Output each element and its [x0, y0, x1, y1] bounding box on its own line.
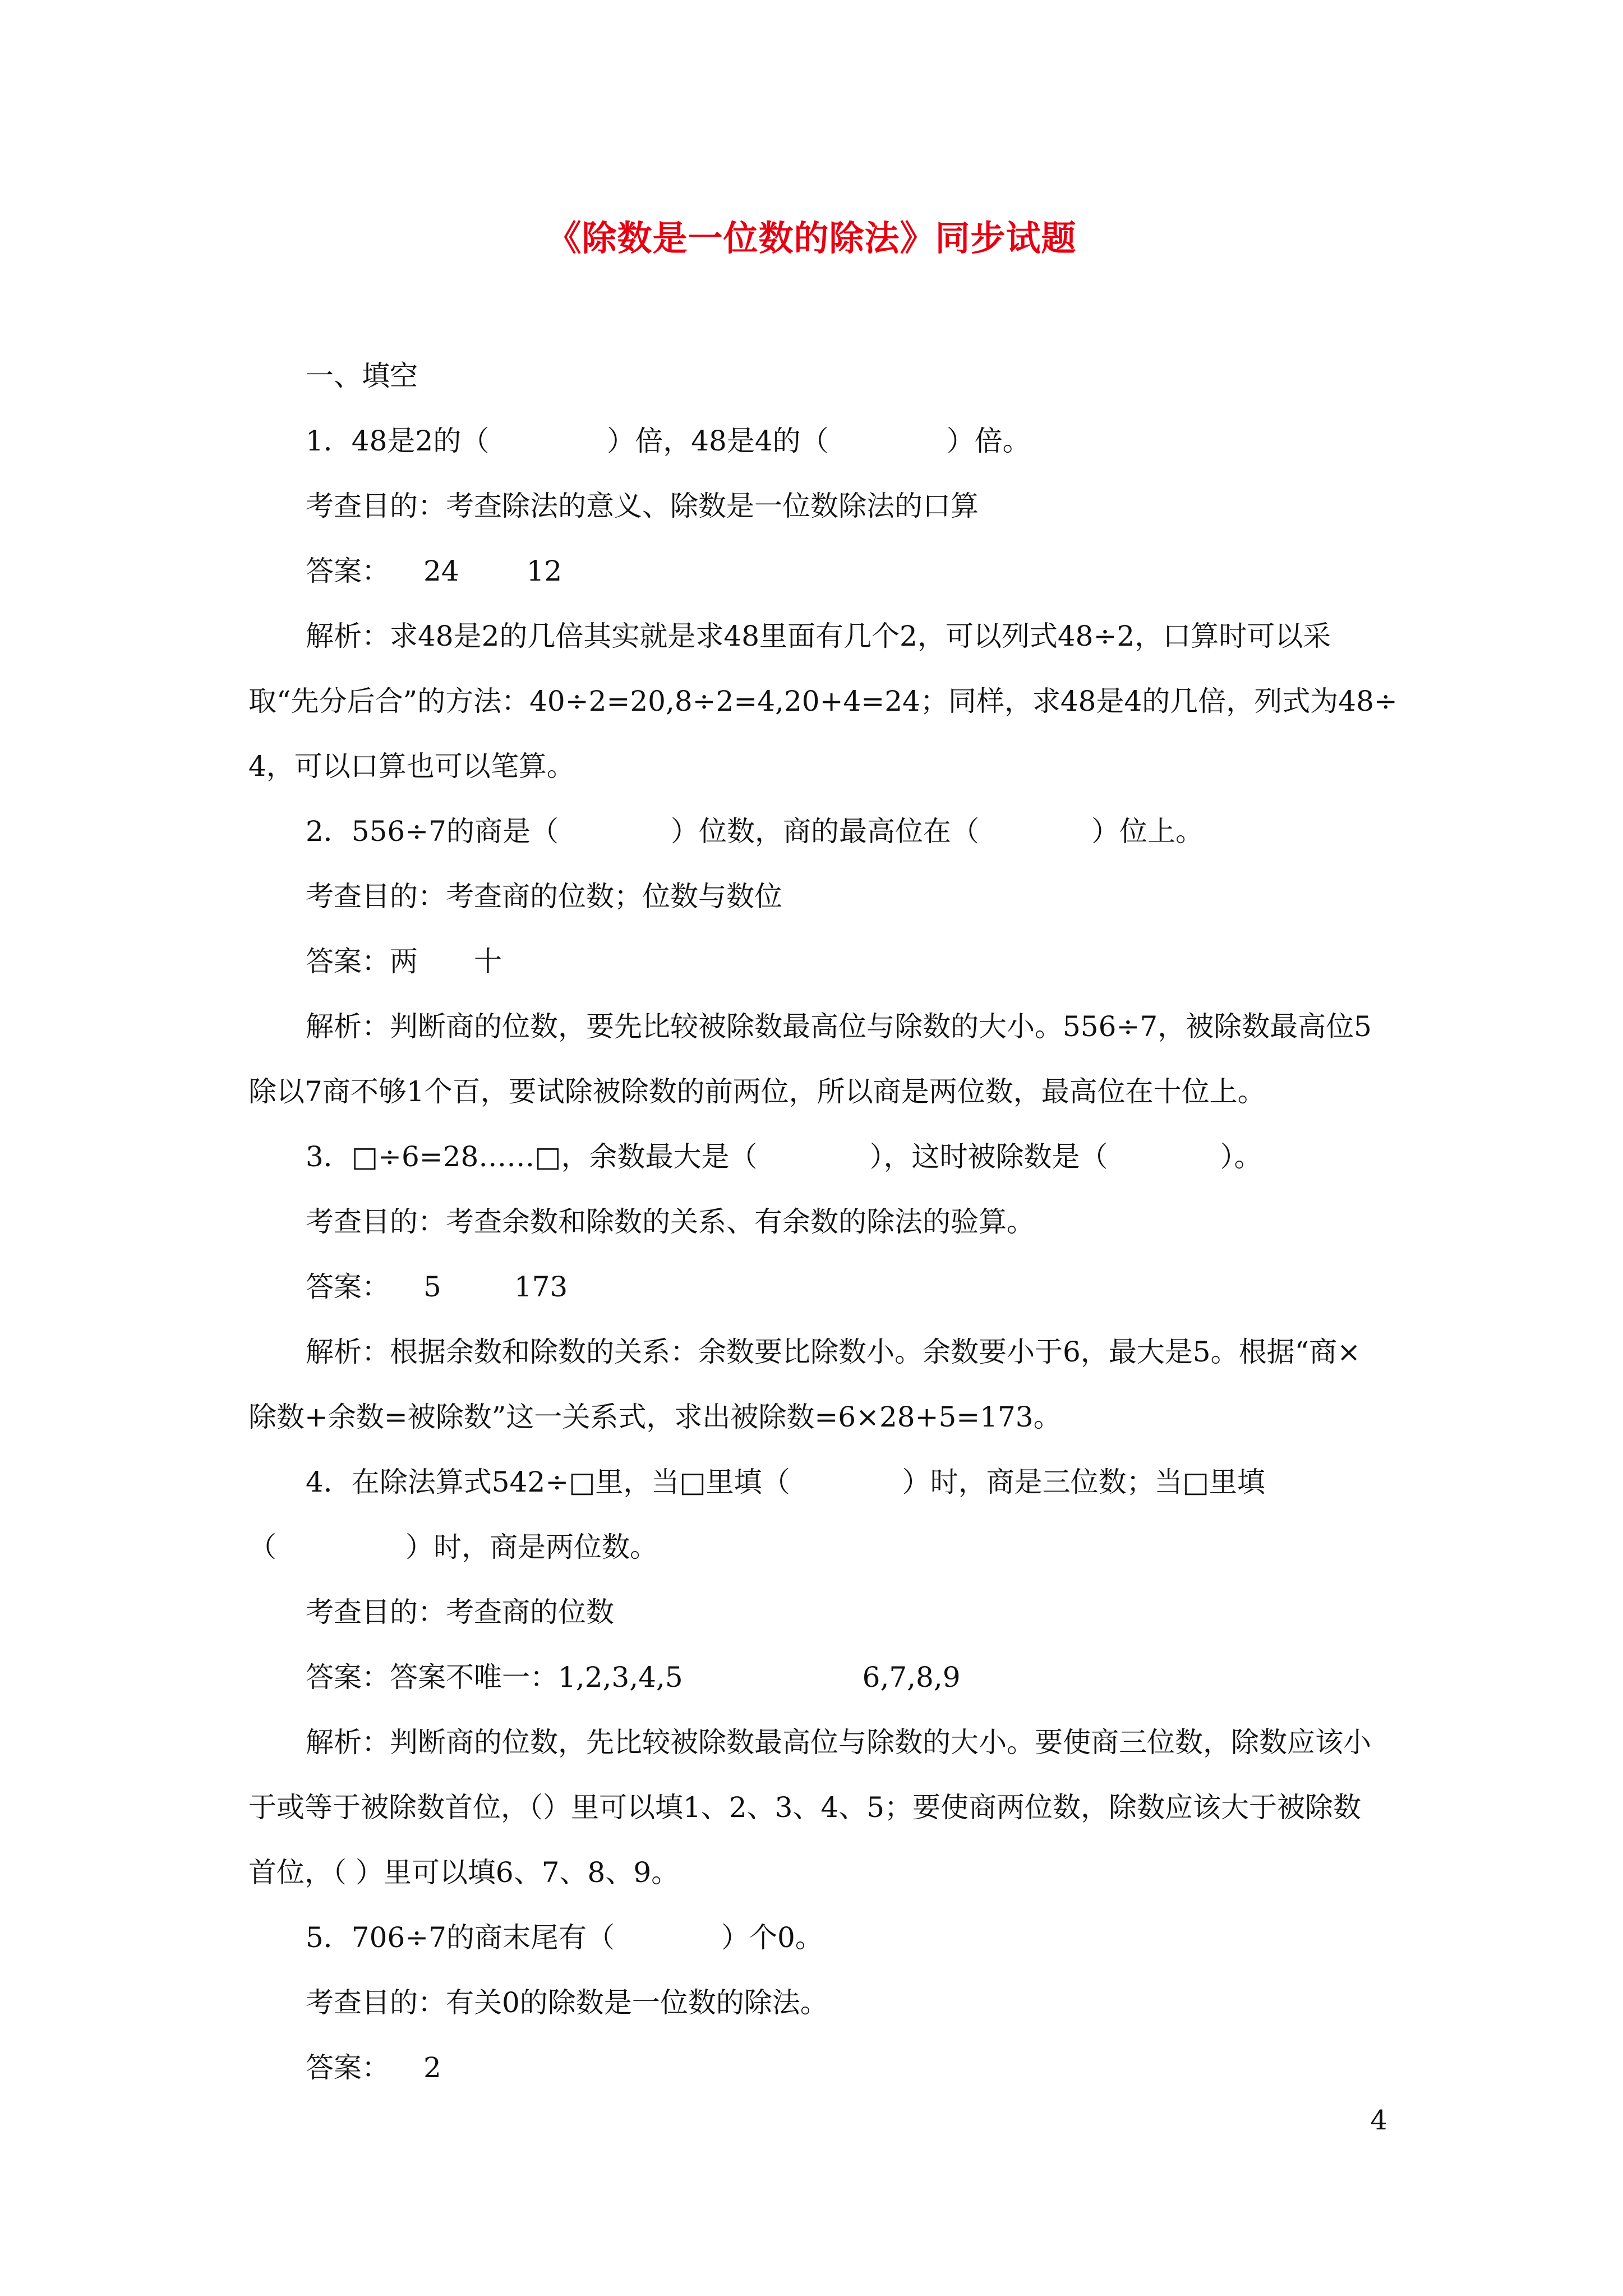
question-3-answer	[306, 1270, 568, 1304]
question-2-part-b: ）位数，商的最高位在（	[670, 815, 979, 848]
question-2-purpose: 考查目的：考查商的位数；位数与数位	[306, 880, 782, 913]
question-4	[306, 1465, 1265, 1499]
answer-label: 答案：	[306, 555, 390, 587]
answer-value: 十	[474, 945, 502, 978]
question-4-analysis-line: 首位，（ ）里可以填6、7、8、9。	[248, 1856, 680, 1889]
question-2-analysis-line: 解析：判断商的位数，要先比较被除数最高位与除数的大小。556÷7，被除数最高位5	[306, 1010, 1372, 1043]
question-4-answer	[306, 1660, 961, 1694]
question-4-part-c: （	[248, 1531, 276, 1563]
question-5-purpose: 考查目的：有关0的除数是一位数的除法。	[306, 1986, 828, 2019]
question-4-analysis-line: 于或等于被除数首位，（）里可以填1、2、3、4、5；要使商两位数，除数应该大于被除数	[248, 1791, 1362, 1824]
question-5	[306, 1921, 823, 1954]
question-1-part-b: ）倍，48是4的（	[607, 425, 829, 457]
question-4-analysis-line: 解析：判断商的位数，先比较被除数最高位与除数的大小。要使商三位数，除数应该小	[306, 1726, 1371, 1759]
question-2-part-a: 2．556÷7的商是（	[306, 815, 559, 848]
question-5-part-b: ）个0。	[721, 1921, 823, 1954]
question-3-part-b: ），这时被除数是（	[869, 1140, 1108, 1173]
question-3-part-a: 3．□÷6=28……□，余数最大是（	[306, 1140, 758, 1173]
question-3-part-c: ）。	[1220, 1140, 1262, 1173]
question-3	[306, 1140, 1262, 1174]
question-2	[306, 815, 1204, 848]
question-4-part-a: 4．在除法算式542÷□里，当□里填（	[306, 1466, 790, 1498]
question-1-part-c: ）倍。	[946, 425, 1031, 457]
question-4-purpose: 考查目的：考查商的位数	[306, 1596, 614, 1628]
question-4-part-d: ）时，商是两位数。	[405, 1531, 658, 1563]
question-3-purpose: 考查目的：考查余数和除数的关系、有余数的除法的验算。	[306, 1205, 1035, 1238]
question-1-analysis-line: 4，可以口算也可以笔算。	[248, 750, 575, 783]
question-4-continued	[248, 1530, 658, 1564]
page-number: 4	[1370, 2105, 1387, 2136]
question-3-analysis-line: 除数+余数=被除数”这一关系式，求出被除数=6×28+5=173。	[248, 1401, 1062, 1433]
answer-value: 173	[514, 1271, 568, 1303]
question-4-part-b: ）时，商是三位数；当□里填	[902, 1466, 1265, 1498]
answer-label: 答案：	[306, 1271, 390, 1303]
question-2-part-c: ）位上。	[1091, 815, 1204, 848]
question-2-analysis-line: 除以7商不够1个百，要试除被除数的前两位，所以商是两位数，最高位在十位上。	[248, 1075, 1266, 1108]
document-title: 《除数是一位数的除法》同步试题	[546, 218, 1077, 259]
question-2-answer	[306, 945, 502, 978]
section-heading: 一、填空	[306, 360, 418, 392]
answer-value: 5	[423, 1271, 441, 1303]
answer-value: 12	[526, 555, 562, 587]
question-1-analysis-line: 解析：求48是2的几倍其实就是求48里面有几个2，可以列式48÷2，口算时可以采	[306, 620, 1331, 652]
question-1-analysis-line: 取“先分后合”的方法：40÷2=20,8÷2=4,20+4=24；同样，求48是4的几倍，列式为48÷	[248, 685, 1398, 717]
answer-value: 2	[423, 2051, 441, 2084]
answer-label: 答案：两	[306, 945, 418, 978]
question-5-part-a: 5．706÷7的商末尾有（	[306, 1921, 615, 1954]
answer-label: 答案：	[306, 2051, 390, 2084]
answer-label: 答案：答案不唯一：	[306, 1661, 558, 1694]
question-1-purpose: 考查目的：考查除法的意义、除数是一位数除法的口算	[306, 490, 979, 522]
question-1-part-a: 1．48是2的（	[306, 425, 490, 457]
answer-value: 1,2,3,4,5	[558, 1661, 683, 1694]
question-3-analysis-line: 解析：根据余数和除数的关系：余数要比除数小。余数要小于6，最大是5。根据“商×	[306, 1336, 1361, 1368]
answer-value: 24	[423, 555, 459, 587]
answer-value: 6,7,8,9	[862, 1661, 961, 1694]
question-5-answer	[306, 2051, 441, 2085]
question-1-answer	[306, 554, 562, 588]
question-1	[306, 424, 1031, 458]
